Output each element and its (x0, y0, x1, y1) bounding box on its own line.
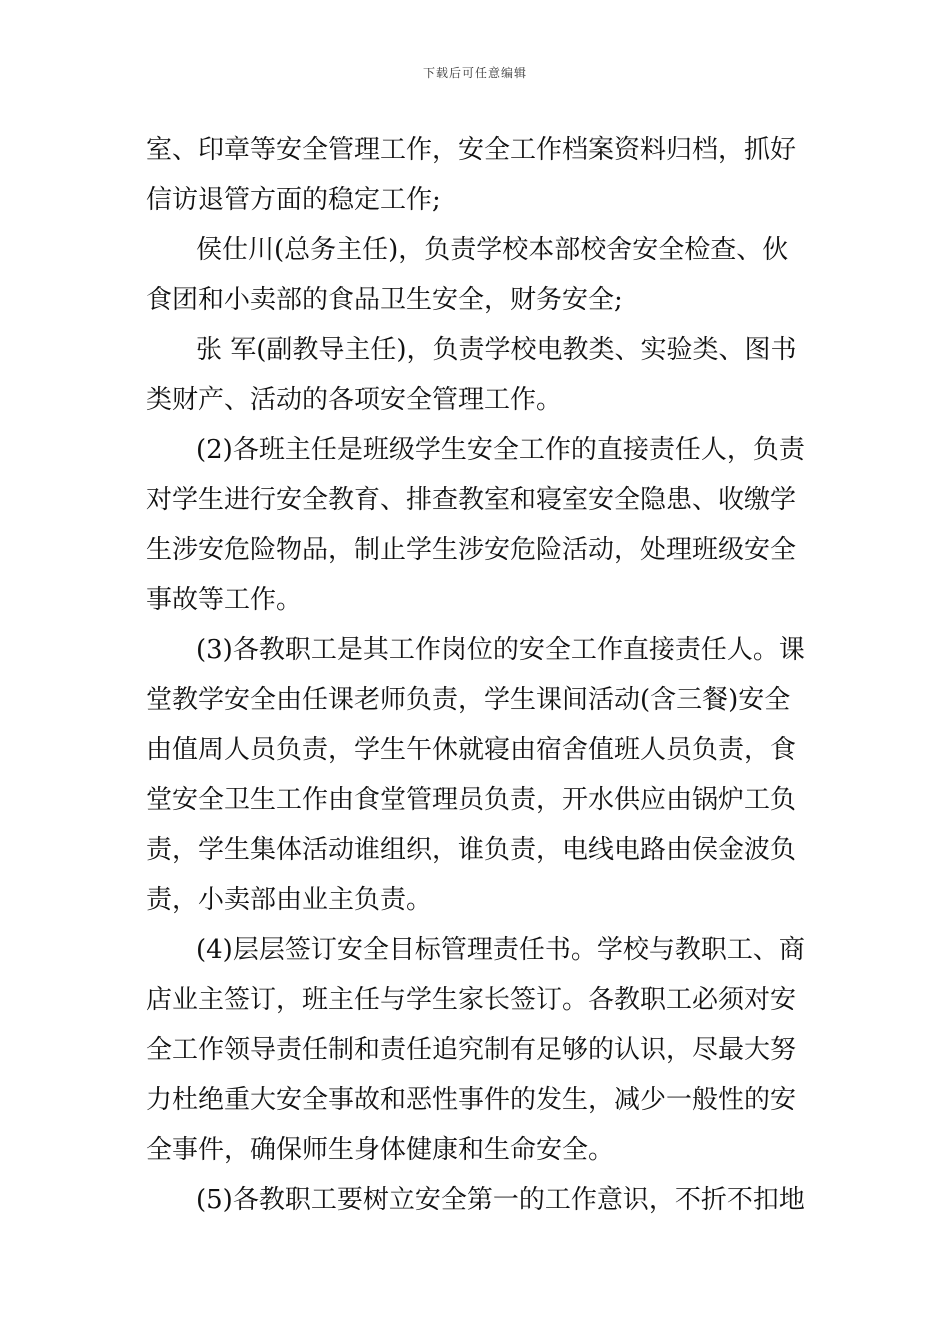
text-line: 全事件，确保师生身体健康和生命安全。 (146, 1135, 615, 1165)
text-line: 由值周人员负责，学生午休就寝由宿舍值班人员负责，食 (146, 735, 797, 765)
text-line: 堂教学安全由任课老师负责，学生课间活动(含三餐)安全 (146, 685, 791, 715)
text-line: 堂安全卫生工作由食堂管理员负责，开水供应由锅炉工负 (146, 785, 797, 815)
text-line: (2)各班主任是班级学生安全工作的直接责任人，负责 (196, 435, 805, 465)
text-line: 食团和小卖部的食品卫生安全，财务安全; (146, 285, 623, 315)
text-line: (5)各教职工要树立安全第一的工作意识，不折不扣地 (196, 1185, 805, 1215)
text-line: 张 军(副教导主任)，负责学校电教类、实验类、图书 (196, 335, 797, 365)
text-line: 责，小卖部由业主负责。 (146, 885, 433, 915)
text-line: 生涉安危险物品，制止学生涉安危险活动，处理班级安全 (146, 535, 797, 565)
text-line: 侯仕川(总务主任)，负责学校本部校舍安全检查、伙 (196, 235, 789, 265)
page-header-note: 下载后可任意编辑 (422, 66, 527, 80)
text-line: 全工作领导责任制和责任追究制有足够的认识，尽最大努 (146, 1035, 797, 1065)
text-line: 责，学生集体活动谁组织，谁负责，电线电路由侯金波负 (146, 835, 797, 865)
text-line: 信访退管方面的稳定工作; (146, 185, 441, 215)
text-line: 室、印章等安全管理工作，安全工作档案资料归档，抓好 (146, 135, 797, 165)
text-line: 对学生进行安全教育、排查教室和寝室安全隐患、收缴学 (146, 485, 797, 515)
text-line: (3)各教职工是其工作岗位的安全工作直接责任人。课 (196, 635, 805, 665)
text-line: (4)层层签订安全目标管理责任书。学校与教职工、商 (196, 935, 805, 965)
text-line: 类财产、活动的各项安全管理工作。 (146, 385, 563, 415)
text-line: 力杜绝重大安全事故和恶性事件的发生，减少一般性的安 (146, 1085, 797, 1115)
text-line: 店业主签订，班主任与学生家长签订。各教职工必须对安 (146, 985, 797, 1015)
text-line: 事故等工作。 (146, 585, 303, 615)
